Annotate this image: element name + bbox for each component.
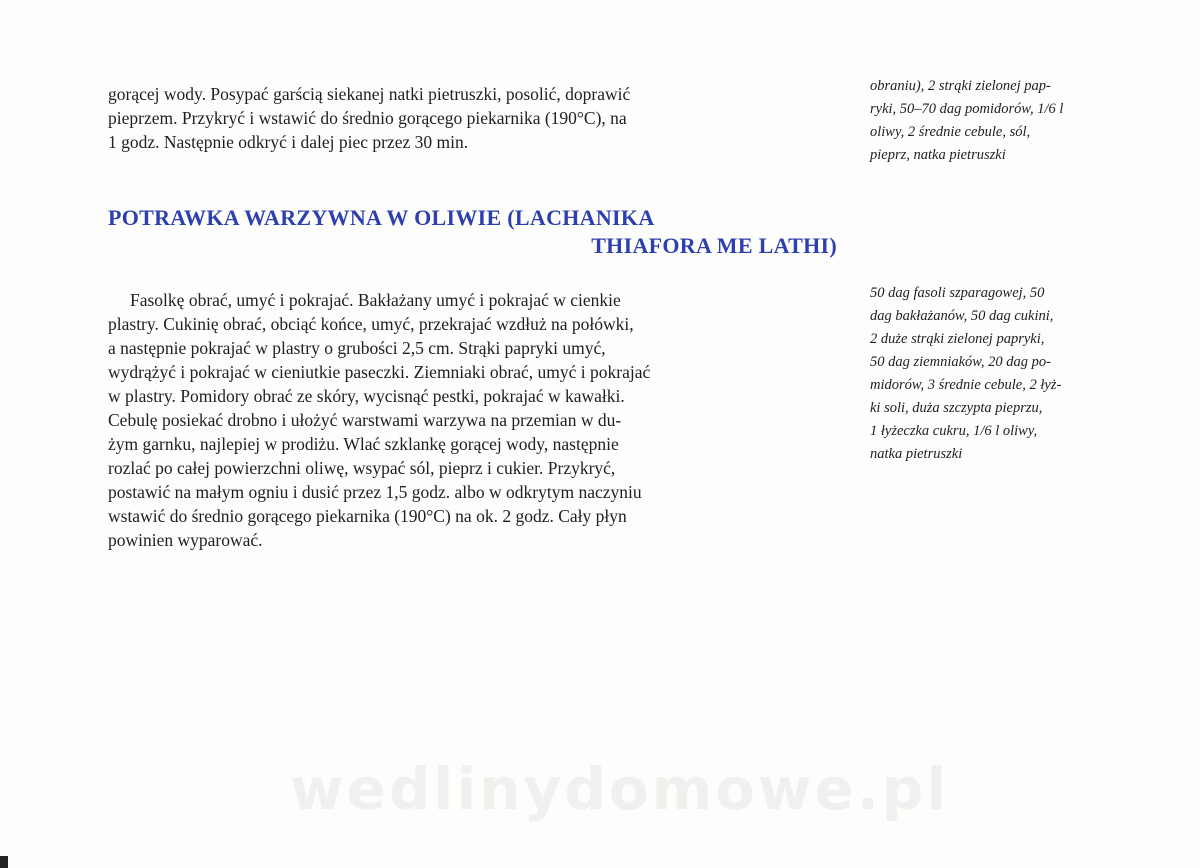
- prev-ingredients-line: pieprz, natka pietruszki: [870, 147, 1006, 163]
- recipe-body-line: rozlać po całej powierzchni oliwę, wsypać sól, pieprz i cukier. Przykryć,: [108, 458, 616, 478]
- recipe-title-line: POTRAWKA WARZYWNA W OLIWIE (LACHANIKA: [108, 205, 655, 230]
- recipe-body-line: plastry. Cukinię obrać, obciąć końce, umyć, przekrajać wzdłuż na połówki,: [108, 314, 634, 334]
- recipe-body-line: wydrążyć i pokrajać w cieniutkie paseczki. Ziemniaki obrać, umyć i pokrajać: [108, 362, 651, 382]
- ingredients-line: 1 łyżeczka cukru, 1/6 l oliwy,: [870, 423, 1038, 439]
- recipe-body-line: postawić na małym ogniu i dusić przez 1,5 godz. albo w odkrytym naczyniu: [108, 482, 642, 502]
- ingredients-line: ki soli, duża szczypta pieprzu,: [870, 400, 1043, 416]
- watermark: wedlinydomowe.pl: [290, 755, 950, 823]
- ingredients-line: natka pietruszki: [870, 446, 963, 462]
- recipe-body-line: powinien wyparować.: [108, 530, 263, 550]
- ingredients-line: 50 dag ziemniaków, 20 dag po-: [870, 354, 1051, 370]
- recipe-body-line: a następnie pokrajać w plastry o grubości 2,5 cm. Strąki papryki umyć,: [108, 338, 606, 358]
- scan-corner-mark: [0, 856, 8, 868]
- ingredients-line: 50 dag fasoli szparagowej, 50: [870, 285, 1045, 301]
- prev-body-line: gorącej wody. Posypać garścią siekanej natki pietruszki, posolić, doprawić: [108, 84, 631, 104]
- ingredients-line: midorów, 3 średnie cebule, 2 łyż-: [870, 377, 1062, 393]
- recipe-body-line: żym garnku, najlepiej w prodiżu. Wlać szklankę gorącej wody, następnie: [108, 434, 619, 454]
- recipe-title-line: THIAFORA ME LATHI): [591, 233, 837, 258]
- recipe-body-line: w plastry. Pomidory obrać ze skóry, wycisnąć pestki, pokrajać w kawałki.: [108, 386, 625, 406]
- prev-ingredients-line: oliwy, 2 średnie cebule, sól,: [870, 124, 1031, 140]
- recipe-body-line: Fasolkę obrać, umyć i pokrajać. Bakłażany umyć i pokrajać w cienkie: [130, 290, 621, 310]
- prev-ingredients-line: ryki, 50–70 dag pomidorów, 1/6 l: [870, 101, 1064, 117]
- prev-ingredients-line: obraniu), 2 strąki zielonej pap-: [870, 78, 1051, 94]
- recipe-body-line: wstawić do średnio gorącego piekarnika (190°C) na ok. 2 godz. Cały płyn: [108, 506, 627, 526]
- prev-body-line: 1 godz. Następnie odkryć i dalej piec przez 30 min.: [108, 132, 469, 152]
- ingredients-line: dag bakłażanów, 50 dag cukini,: [870, 308, 1054, 324]
- prev-body-line: pieprzem. Przykryć i wstawić do średnio gorącego piekarnika (190°C), na: [108, 108, 627, 128]
- ingredients-line: 2 duże strąki zielonej papryki,: [870, 331, 1045, 347]
- recipe-body-line: Cebulę posiekać drobno i ułożyć warstwami warzywa na przemian w du-: [108, 410, 622, 430]
